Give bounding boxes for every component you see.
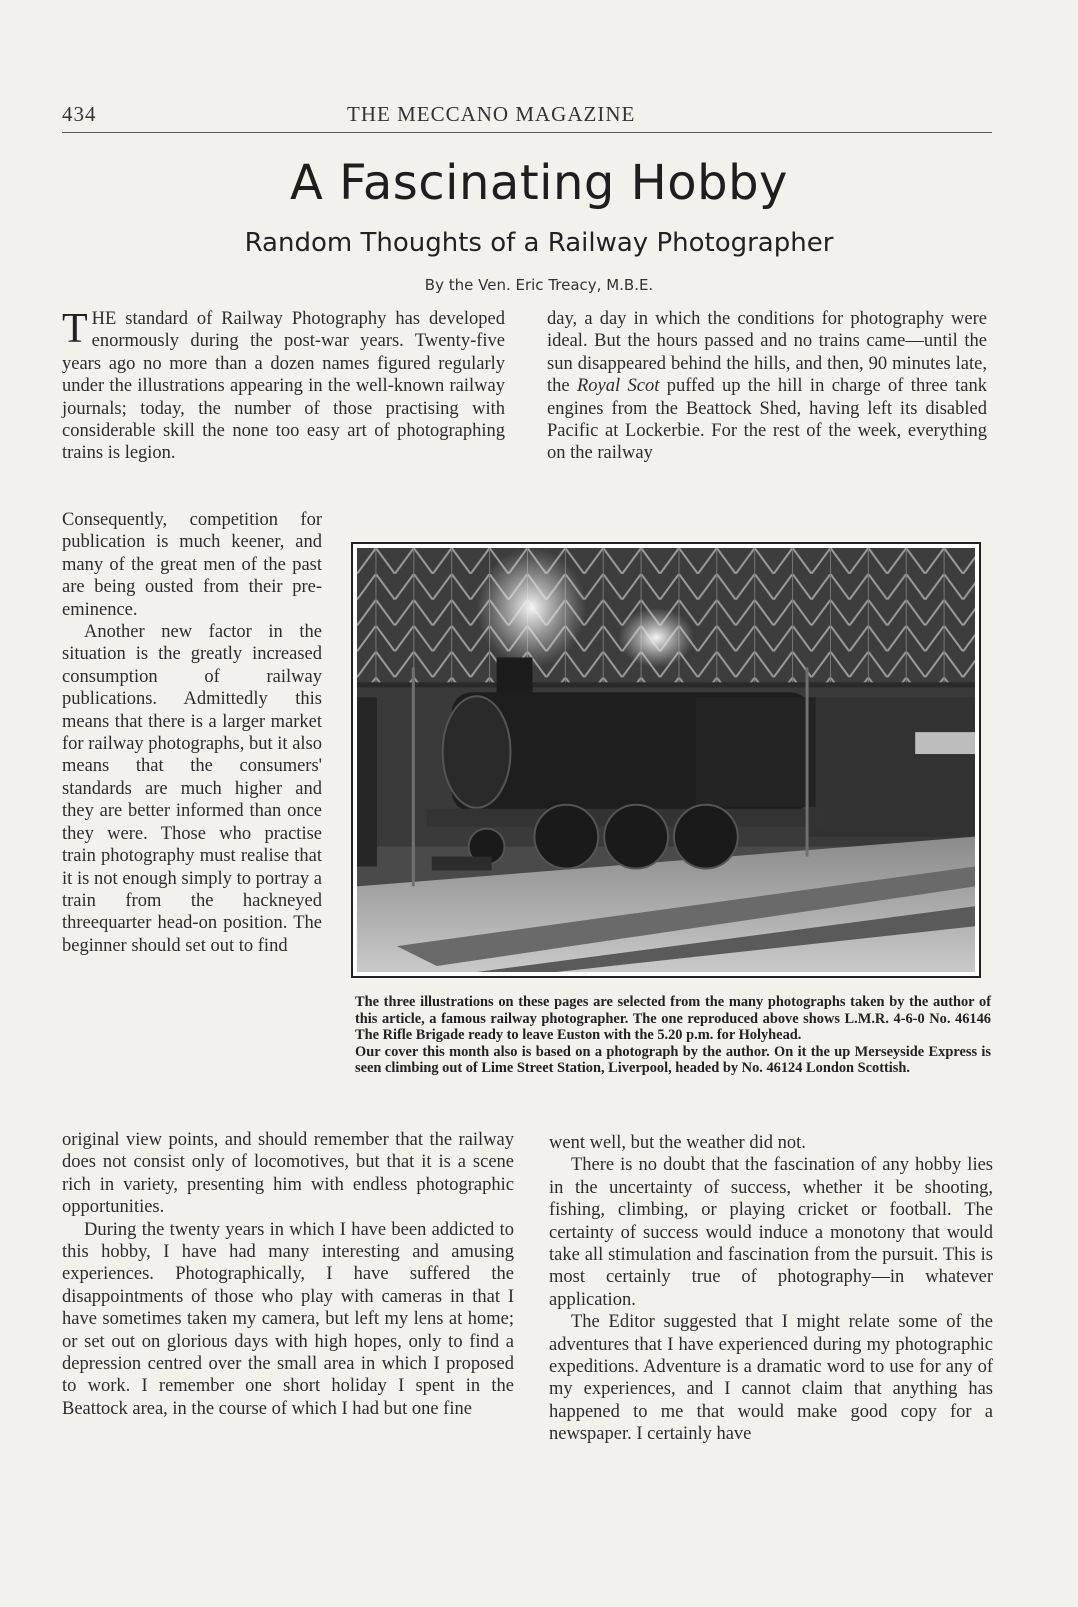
caption-paragraph-2: Our cover this month also is based on a photograph by the author. On it the up Merseyside Express is seen climbing out of Lime Street Station, Liverpool, headed by No. 46124 London Scottish. xyxy=(355,1043,991,1076)
paragraph-consequently: Consequently, competition for publication is much keener, and many of the great men of the past are being ousted from their pre-eminence. xyxy=(62,510,322,620)
train-name: Royal Scot xyxy=(576,376,660,397)
right-bottom-column xyxy=(549,1132,993,1446)
intro-paragraph xyxy=(62,308,505,465)
left-bottom-column xyxy=(62,1129,514,1420)
caption-paragraph-1: The three illustrations on these pages are selected from the many photographs taken by the author of this article, a famous railway photographer. The one reproduced above shows L.M.R. 4-6-0 No. 46146 The Rifle Brigade ready to leave Euston with the 5.20 p.m. for Holyhead. xyxy=(355,994,991,1043)
paragraph-view-points: original view points, and should remember that the railway does not consist only of locomotives, but that it is a scene rich in variety, presenting him with endless photographic opportunities. xyxy=(62,1130,514,1218)
drop-cap: T xyxy=(62,306,88,352)
right-top-column xyxy=(547,308,987,465)
intro-text: HE standard of Railway Photography has developed enormously during the post-war years. Twenty-five years ago no more than a dozen names figured regularly under the illustrations appearing in the well-known railway journals; today, the number of those practising with considerable skill the none too easy art of photographing trains is legion. xyxy=(62,309,505,464)
page-number: 434 xyxy=(62,102,97,126)
paragraph-twenty-years: During the twenty years in which I have been addicted to this hobby, I have had many interesting and amusing experiences. Photographically, I have suffered the disappointments of those who play with cameras in that I have sometimes taken my camera, but left my lens at home; or set out on glorious days with high hopes, only to find a depression centred over the small area in which I proposed to work. I remember one short holiday I spent in the Beattock area, in the course of which I had but one fine xyxy=(62,1219,514,1419)
locomotive-photo xyxy=(351,542,981,978)
paragraph-fascination: There is no doubt that the fascination of any hobby lies in the uncertainty of success, whether it be shooting, fishing, climbing, or playing cricket or football. The certainty of success would induce a monotony that would take all stimulation and fascination from the pursuit. This is most certainly true of photography—in whatever application. xyxy=(549,1155,993,1310)
running-head xyxy=(62,100,992,133)
photo-caption xyxy=(355,994,991,1077)
article-byline: By the Ven. Eric Treacy, M.B.E. xyxy=(424,276,654,294)
paragraph-new-factor: Another new factor in the situation is the greatly increased consumption of railway publications. Admittedly this means that there is a larger market for railway photographs, but it also means that the consumers' standards are much higher and they are better informed than once they were. Those who practise train photography must realise that it is not enough simply to portray a train from the hackneyed threequarter head-on position. The beginner should set out to find xyxy=(62,622,322,956)
article-subtitle: Random Thoughts of a Railway Photographer xyxy=(244,228,834,258)
euston-locomotive-image xyxy=(357,548,975,972)
left-narrow-column xyxy=(62,509,322,957)
paragraph-editor: The Editor suggested that I might relate some of the adventures that I have experienced during my photographic expeditions. Adventure is a dramatic word to use for any of my experiences, and I cannot claim that anything has happened to me that would make good copy for a newspaper. I certainly have xyxy=(549,1312,993,1445)
paragraph-weather: went well, but the weather did not. xyxy=(549,1133,806,1153)
magazine-name: THE MECCANO MAGAZINE xyxy=(347,102,636,126)
article-title: A Fascinating Hobby xyxy=(290,155,788,211)
paragraph-beattock: day, a day in which the conditions for photography were ideal. But the hours passed and no trains came—until the sun disappeared behind the hills, and then, 90 minutes late, the Royal Scot puffed up the hill in charge of three tank engines from the Beattock Shed, having left its disabled Pacific at Lockerbie. For the rest of the week, everything on the railway xyxy=(547,309,987,464)
